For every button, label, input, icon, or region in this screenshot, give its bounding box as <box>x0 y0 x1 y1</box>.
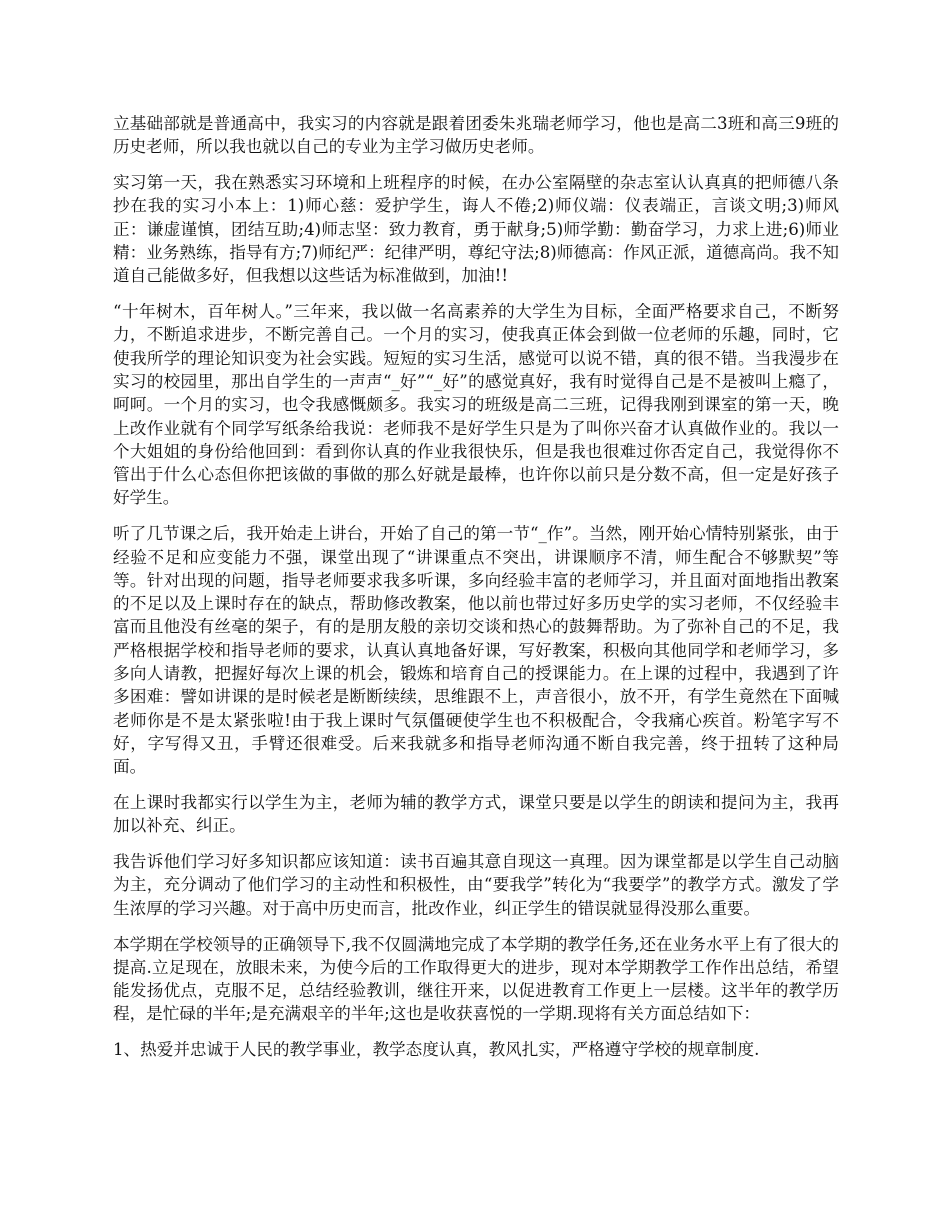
paragraph-learning-advice: 我告诉他们学习好多知识都应该知道：读书百遍其意自现这一真理。因为课堂都是以学生自己动脑为主，充分调动了他们学习的主动性和积极性，由“要我学”转化为“我要学”的教学方式。激发了学生浓厚的学习兴趣。对于高中历史而言，批改作业，纠正学生的错误就显得没那么重要。 <box>113 852 839 918</box>
paragraph-point-one: 1、热爱并忠诚于人民的教学事业，教学态度认真，教风扎实，严格遵守学校的规章制度. <box>113 1040 760 1060</box>
paragraph-teaching-method: 在上课时我都实行以学生为主，老师为辅的教学方式，课堂只要是以学生的朗读和提问为主，我再加以补充、纠正。 <box>113 793 839 836</box>
document-page <box>113 112 839 1074</box>
paragraph-first-lesson: 听了几节课之后，我开始走上讲台，开始了自己的第一节“_作”。当然，刚开始心情特别紧张，由于经验不足和应变能力不强，课堂出现了“讲课重点不突出，讲课顺序不清，师生配合不够默契”等等。针对出现的问题，指导老师要求我多听课，多向经验丰富的老师学习，并且面对面地指出教案的不足以及上课时存在的缺点，帮助修改教案，他以前也带过好多历史学的实习老师，不仅经验丰富而且他没有丝毫的架子，有的是朋友般的亲切交谈和热心的鼓舞帮助。为了弥补自己的不足，我严格根据学校和指导老师的要求，认真认真地备好课，写好教案，积极向其他同学和老师学习，多多向人请教，把握好每次上课的机会，锻炼和培育自己的授课能力。在上课的过程中，我遇到了许多困难：譬如讲课的是时候老是断断续续，思维跟不上，声音很小，放不开，有学生竟然在下面喊老师你是不是太紧张啦!由于我上课时气氛僵硬使学生也不积极配合，令我痛心疾首。粉笔字写不好，字写得又丑，手臂还很难受。后来我就多和指导老师沟通不断自我完善，终于扭转了这种局面。 <box>113 524 839 777</box>
paragraph-internship-school: 立基础部就是普通高中，我实习的内容就是跟着团委朱兆瑞老师学习，他也是高二3班和高三9班的历史老师，所以我也就以自己的专业为主学习做历史老师。 <box>113 114 839 157</box>
paragraph-semester-summary: 本学期在学校领导的正确领导下,我不仅圆满地完成了本学期的教学任务,还在业务水平上有了很大的提高.立足现在，放眼未来，为使今后的工作取得更大的进步，现对本学期教学工作作出总结，希望能发扬优点，克服不足，总结经验教训，继往开来，以促进教育工作更上一层楼。这半年的教学历程，是忙碌的半年;是充满艰辛的半年;这也是收获喜悦的一学期.现将有关方面总结如下： <box>113 934 839 1024</box>
paragraph-teacher-ethics: 实习第一天，我在熟悉实习环境和上班程序的时候，在办公室隔壁的杂志室认认真真的把师德八条抄在我的实习小本上：1)师心慈：爱护学生，诲人不倦;2)师仪端：仪表端正，言谈文明;3)师风正：谦虚谨慎，团结互助;4)师志坚：致力教育，勇于献身;5)师学勤：勤奋学习，力求上进;6)师业精：业务熟练，指导有方;7)师纪严：纪律严明，尊纪守法;8)师德高：作风正派，道德高尚。我不知道自己能做多好，但我想以这些话为标准做到，加油!! <box>113 173 839 286</box>
paragraph-reflection: “十年树木，百年树人。”三年来，我以做一名高素养的大学生为目标，全面严格要求自己，不断努力，不断追求进步，不断完善自己。一个月的实习，使我真正体会到做一位老师的乐趣，同时，它使我所学的理论知识变为社会实践。短短的实习生活，感觉可以说不错，真的很不错。当我漫步在实习的校园里，那出自学生的一声声“_好”“_好”的感觉真好，我有时觉得自己是不是被叫上瘾了，呵呵。一个月的实习，也令我感慨颇多。我实习的班级是高二三班，记得我刚到课室的第一天，晚上改作业就有个同学写纸条给我说：老师我不是好学生只是为了叫你兴奋才认真做作业的。我以一个大姐姐的身份给他回到：看到你认真的作业我很快乐，但是我也很难过你否定自己，我觉得你不管出于什么心态但你把该做的事做的那么好就是最棒，也许你以前只是分数不高，但一定是好孩子好学生。 <box>113 302 839 508</box>
